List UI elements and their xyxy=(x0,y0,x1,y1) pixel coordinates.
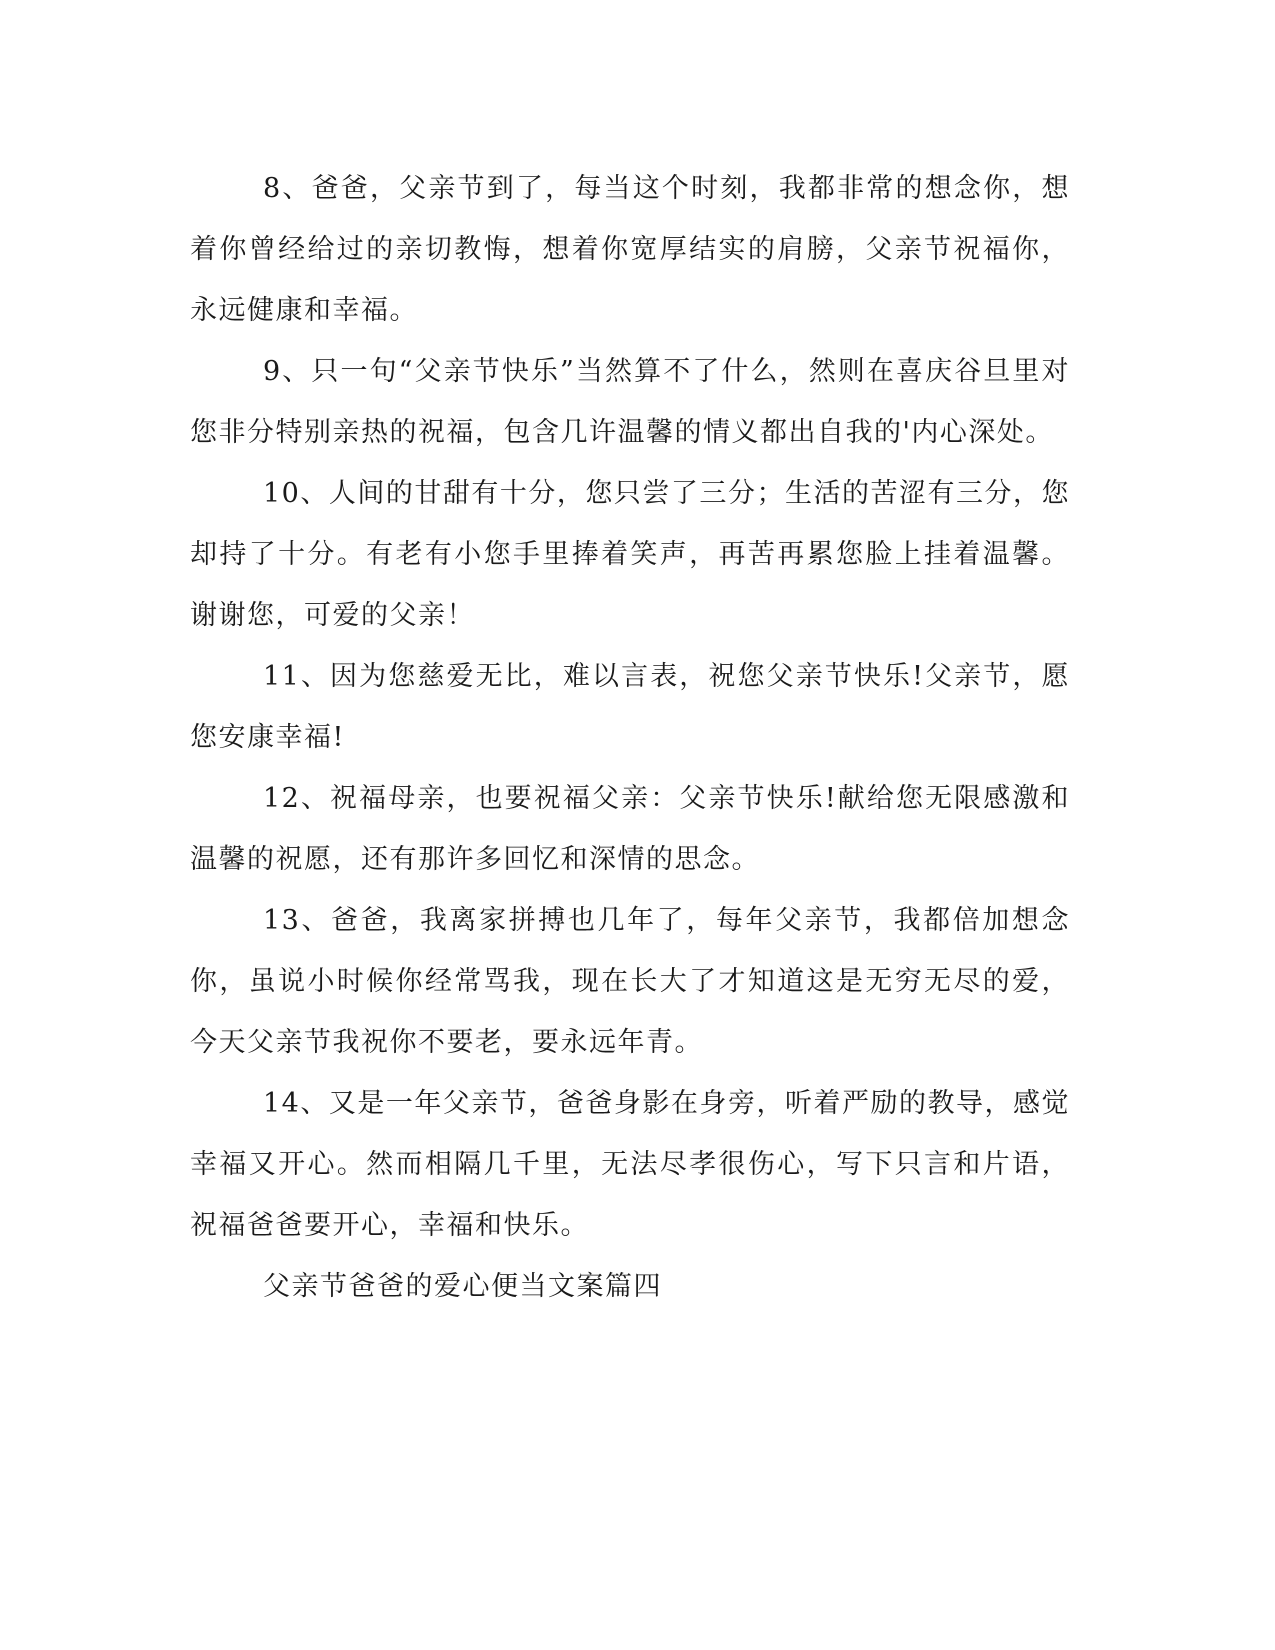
document-body xyxy=(190,158,1070,1317)
paragraph-10: 10、人间的甘甜有十分，您只尝了三分；生活的苦涩有三分，您却持了十分。有老有小您手里捧着笑声，再苦再累您脸上挂着温馨。谢谢您，可爱的父亲！ xyxy=(190,478,1070,631)
section-heading: 父亲节爸爸的爱心便当文案篇四 xyxy=(263,1271,662,1302)
paragraph-12: 12、祝福母亲，也要祝福父亲：父亲节快乐!献给您无限感激和温馨的祝愿，还有那许多回忆和深情的思念。 xyxy=(190,783,1070,875)
paragraph-9: 9、只一句“父亲节快乐”当然算不了什么，然则在喜庆谷旦里对您非分特别亲热的祝福，包含几许温馨的情义都出自我的'内心深处。 xyxy=(190,356,1070,448)
paragraph-14: 14、又是一年父亲节，爸爸身影在身旁，听着严励的教导，感觉幸福又开心。然而相隔几千里，无法尽孝很伤心，写下只言和片语，祝福爸爸要开心，幸福和快乐。 xyxy=(190,1088,1070,1241)
paragraph-11: 11、因为您慈爱无比，难以言表，祝您父亲节快乐!父亲节，愿您安康幸福! xyxy=(190,661,1070,753)
paragraph-8: 8、爸爸，父亲节到了，每当这个时刻，我都非常的想念你，想着你曾经给过的亲切教悔，想着你宽厚结实的肩膀，父亲节祝福你，永远健康和幸福。 xyxy=(190,173,1070,326)
paragraph-13: 13、爸爸，我离家拼搏也几年了，每年父亲节，我都倍加想念你，虽说小时候你经常骂我，现在长大了才知道这是无穷无尽的爱，今天父亲节我祝你不要老，要永远年青。 xyxy=(190,905,1070,1058)
